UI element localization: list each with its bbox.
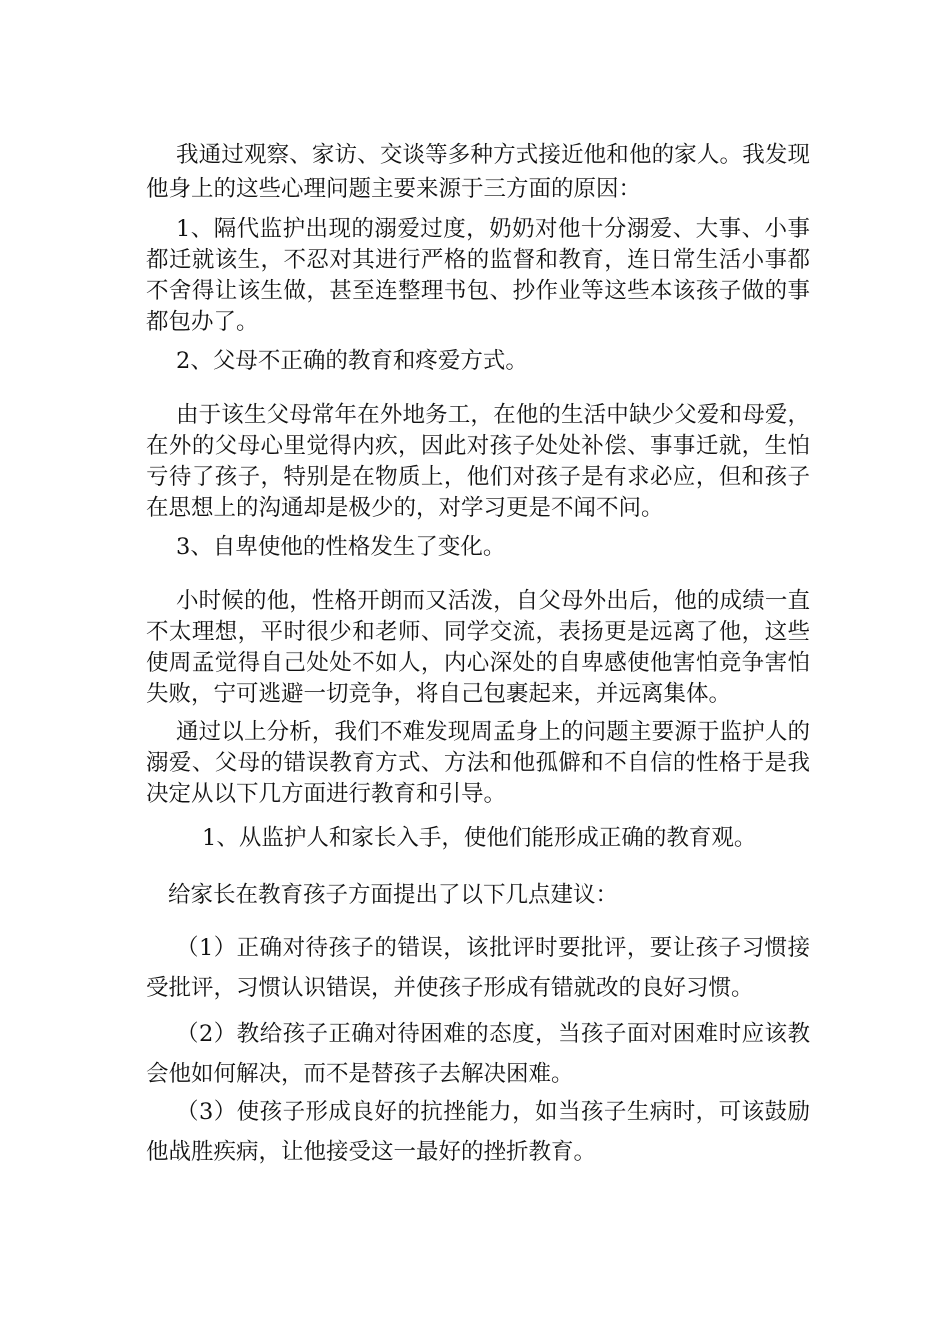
paragraph-cause-1: 1、隔代监护出现的溺爱过度，奶奶对他十分溺爱、大事、小事都迁就该生，不忍对其进行严格的监督和教育，连日常生活小事都不舍得让该生做，甚至连整理书包、抄作业等这些本该孩子做的事都包办了。 — [146, 216, 810, 335]
paragraph-analysis: 通过以上分析，我们不难发现周孟身上的问题主要源于监护人的溺爱、父母的错误教育方式、方法和他孤僻和不自信的性格于是我决定从以下几方面进行教育和引导。 — [146, 719, 810, 807]
paragraph-suggestion-3: （3）使孩子形成良好的抗挫能力，如当孩子生病时，可该鼓励他战胜疾病，让他接受这一最好的挫折教育。 — [146, 1099, 810, 1165]
paragraph-cause-2-heading: 2、父母不正确的教育和疼爱方式。 — [176, 348, 528, 374]
paragraph-suggestion-2: （2）教给孩子正确对待困难的态度，当孩子面对困难时应该教会他如何解决，而不是替孩子去解决困难。 — [146, 1021, 810, 1087]
paragraph-cause-3-detail: 小时候的他，性格开朗而又活泼，自父母外出后，他的成绩一直不太理想，平时很少和老师、同学交流，表扬更是远离了他，这些使周孟觉得自己处处不如人，内心深处的自卑感使他害怕竞争害怕失败，宁可逃避一切竞争，将自己包裹起来，并远离集体。 — [146, 588, 810, 707]
paragraph-suggestions-intro: 给家长在教育孩子方面提出了以下几点建议： — [168, 882, 619, 908]
paragraph-cause-2-detail: 由于该生父母常年在外地务工，在他的生活中缺少父爱和母爱，在外的父母心里觉得内疚，因此对孩子处处补偿、事事迁就，生怕亏待了孩子，特别是在物质上，他们对孩子是有求必应，但和孩子在思想上的沟通却是极少的，对学习更是不闻不问。 — [146, 402, 810, 521]
paragraph-cause-3-heading: 3、自卑使他的性格发生了变化。 — [176, 534, 506, 560]
paragraph-causes-intro: 我通过观察、家访、交谈等多种方式接近他和他的家人。我发现他身上的这些心理问题主要来源于三方面的原因： — [146, 142, 810, 202]
paragraph-suggestion-1: （1）正确对待孩子的错误，该批评时要批评，要让孩子习惯接受批评，习惯认识错误，并使孩子形成有错就改的良好习惯。 — [146, 935, 810, 1001]
paragraph-method-1: 1、从监护人和家长入手，使他们能形成正确的教育观。 — [202, 825, 757, 851]
